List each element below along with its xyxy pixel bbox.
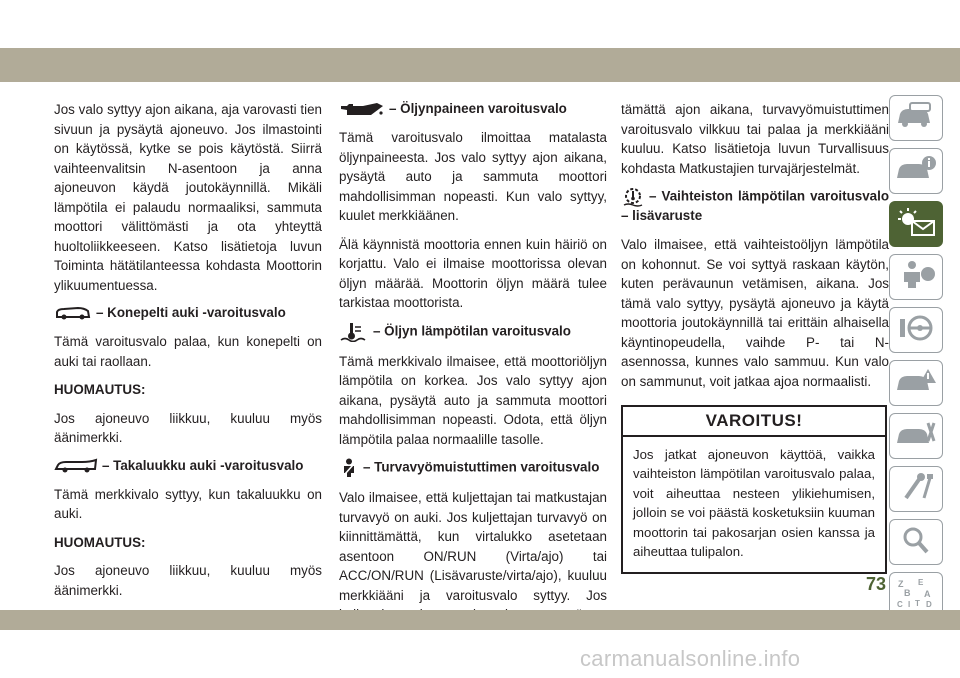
hood-open-title: – Konepelti auki -varoitusvalo: [96, 305, 286, 320]
oil-pressure-heading: [339, 100, 607, 118]
footer-band: [0, 610, 960, 678]
note-text-2: Jos ajoneuvo liikkuu, kuuluu myös äänimerkki.: [54, 563, 322, 598]
trunk-open-text: Tämä merkkivalo syttyy, kun takaluukku on auki.: [54, 486, 322, 521]
page-number: 73: [866, 574, 887, 594]
warning-light-message-icon: [894, 207, 938, 242]
seatbelt-text: Valo ilmaisee, että kuljettajan tai matkustajan turvavyö on auki. Jos kuljettajan turvavyö on kiinnittämättä, kun virtalukko asetetaan asentoon ON/RUN (Virta/ajo) tai ACC/ON/RUN (Lisävaruste/virta/ajo), kuuluu merkkiääni ja varoitusvalo syttyy. Jos: [339, 490, 607, 603]
transmission-temp-title: – Vaihteiston lämpötilan varoitusvalo – lisävaruste: [621, 188, 889, 223]
transmission-temp-icon: [621, 189, 649, 204]
tab-warning-lights[interactable]: [889, 201, 943, 247]
tab-index[interactable]: [889, 519, 943, 565]
header-bar: [0, 48, 960, 82]
transmission-temp-text: Valo ilmaisee, että vaihteistoöljyn lämpötila on kohonnut. Se voi syttyä raskaan käytön, kuten perävaunun vetämisen, aikana. Jos tämä valo syttyy, pysäytä ajoneuvo ja käytä moottoria joutokäynnillä tai erittäin alhaisella käyntinopeudella, vaihde P- tai N-asennossa, kunnes valo sammuu. Kun valo on sammunut, voit jatkaa ajoa normaalisti.: [621, 237, 889, 389]
tab-letter: C: [897, 599, 903, 609]
trunk-open-heading: [54, 457, 322, 475]
footer-bar: [0, 610, 960, 630]
car-warning-icon: [894, 366, 938, 401]
tab-emergencies[interactable]: [889, 360, 943, 406]
watermark: carmanualsonline.info: [580, 646, 801, 671]
seatbelt-title: – Turvavyömuistuttimen varoitusvalo: [363, 460, 600, 475]
oil-pressure-text-1: Tämä varoitusvalo ilmoittaa matalasta öljynpaineesta. Jos valo syttyy ajon aikana, pysäytä auto ja sammuta moottori mahdollisimman nopeasti. Kun valo syttyy, kuulet merkkiäänen.: [339, 130, 607, 224]
magnifier-icon: [894, 525, 938, 560]
oil-pressure-title: – Öljynpaineen varoitusvalo: [389, 101, 567, 116]
note-text-1: Jos ajoneuvo liikkuu, kuuluu myös äänimerkki.: [54, 410, 322, 445]
tab-letter: D: [926, 599, 932, 609]
tab-letter: Z: [898, 578, 904, 589]
column-3: [621, 100, 889, 574]
hood-open-text: Tämä varoitusvalo palaa, kun konepelti on auki tai raollaan.: [54, 334, 322, 369]
oil-temp-title: – Öljyn lämpötilan varoitusvalo: [373, 323, 571, 339]
car-tools-icon: [894, 419, 938, 454]
tab-letter: I: [908, 599, 911, 609]
overheat-paragraph: Jos valo syttyy ajon aikana, aja varovasti tien sivuun ja pysäytä ajoneuvo. Jos ilmastointi on käytössä, kytke se pois käytöstä. Siirrä vaihteenvalitsin N-asentoon ja anna ajoneuvon käydä joutokäynnillä. Mikäli lämpötila ei palaudu normaaliksi, sammuta moottori välittömästi ja ota yhteyttä huoltoliikkeeseen. Katso lisätietoja luvun Toiminta hätätilanteessa kohdasta Moottorin ylikuumentuessa.: [54, 102, 322, 293]
steering-wheel-icon: [894, 313, 938, 348]
warning-title: VAROITUS!: [623, 407, 885, 437]
warning-box: [621, 405, 887, 574]
seatbelt-icon: [339, 460, 363, 475]
transmission-temp-heading: [621, 187, 889, 225]
trunk-open-title: – Takaluukku auki -varoitusvalo: [102, 457, 304, 473]
tab-car-key[interactable]: [889, 95, 943, 141]
tab-letter: B: [904, 587, 911, 598]
header-band: [0, 0, 960, 86]
oil-temperature-icon: [339, 324, 373, 339]
chapter-tabs: [889, 95, 945, 625]
column-1: [54, 100, 322, 609]
car-info-icon: [894, 154, 938, 189]
column-2: [339, 100, 607, 653]
warning-text: Jos jatkat ajoneuvon käyttöä, vaikka vaihteiston lämpötilan varoitusvalo palaa, voit aiheuttaa nesteen ylikiehumisen, jolloin se voi päästä kosketuksiin kuuman moottorin tai pakosarjan osien kanssa ja aiheuttaa tulipalon.: [633, 446, 875, 559]
oil-pressure-text-2: Älä käynnistä moottoria ennen kuin häiriö on korjattu. Valo ei ilmaise moottorissa olevan öljyn määrää. Moottorin öljyn määrä tulee tarkistaa moottorista.: [339, 236, 607, 311]
tab-car-info[interactable]: [889, 148, 943, 194]
trunk-open-icon: [54, 458, 102, 473]
tab-technical-specs[interactable]: [889, 466, 943, 512]
tab-letter: E: [918, 577, 924, 587]
hood-open-heading: [54, 304, 322, 322]
note-heading-1: HUOMAUTUS:: [54, 382, 146, 397]
wrench-screwdriver-icon: [894, 472, 938, 507]
language-letters-icon: [894, 576, 938, 615]
tab-letter: T: [915, 598, 920, 608]
car-key-icon: [894, 101, 938, 136]
seatbelt-heading: [339, 458, 607, 478]
hood-open-icon: [54, 305, 96, 320]
tab-safety[interactable]: [889, 254, 943, 300]
note-heading-2: HUOMAUTUS:: [54, 534, 146, 550]
tab-servicing[interactable]: [889, 413, 943, 459]
tab-letter: A: [924, 588, 931, 599]
oil-can-icon: [339, 101, 389, 116]
airbag-seatbelt-icon: [894, 260, 938, 295]
oil-temp-text: Tämä merkkivalo ilmaisee, että moottoriöljyn lämpötila on korkea. Jos valo syttyy ajon aikana, pysäytä auto ja sammuta moottori mahdollisimman nopeasti. Odota, että öljyn lämpötila palaa normaalille tasolle.: [339, 353, 607, 447]
oil-temp-heading: [339, 322, 607, 342]
tab-starting-operating[interactable]: [889, 307, 943, 353]
seatbelt-continued-text: tämättä ajon aikana, turvavyömuistuttimen varoitusvalo vilkkuu tai palaa ja merkkiääni kuuluu. Katso lisätietoja luvun Turvallisuus kohdasta Matkustajien turvajärjestelmät.: [621, 102, 889, 176]
